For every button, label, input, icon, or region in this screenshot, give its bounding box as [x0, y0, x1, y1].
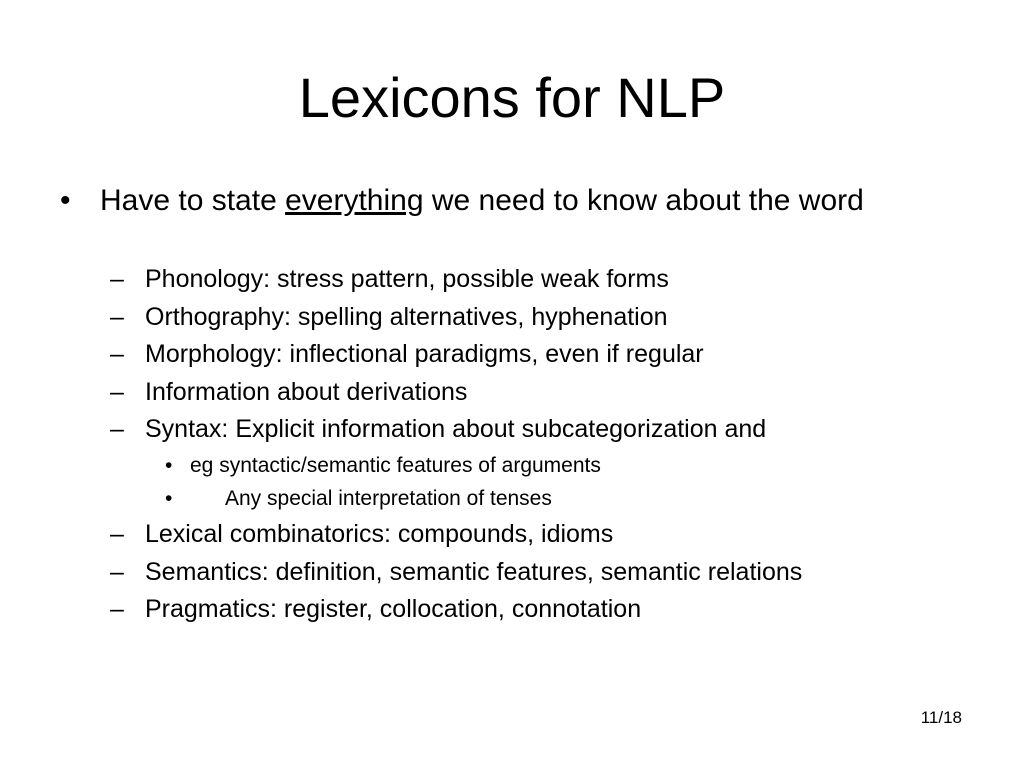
- list-item-text: Information about derivations: [145, 378, 468, 406]
- bullet-marker: •: [60, 184, 71, 217]
- list-item-text: Syntax: Explicit information about subcategorization and: [145, 415, 767, 443]
- dash-marker: –: [110, 520, 124, 548]
- dash-marker: –: [110, 415, 124, 443]
- sub-bullet-marker: •: [165, 487, 173, 510]
- list-item-text: Pragmatics: register, collocation, connotation: [145, 595, 642, 623]
- list-item-text: Semantics: definition, semantic features, semantic relations: [145, 558, 803, 586]
- sub-item-text: Any special interpretation of tenses: [225, 487, 552, 510]
- slide-title: Lexicons for NLP: [298, 66, 726, 129]
- dash-marker: –: [110, 378, 124, 406]
- dash-marker: –: [110, 265, 124, 293]
- dash-marker: –: [110, 595, 124, 623]
- dash-marker: –: [110, 340, 124, 368]
- list-item-text: Morphology: inflectional paradigms, even if regular: [145, 340, 704, 368]
- bullet-emphasis: everything: [285, 184, 424, 217]
- main-bullet-text: [100, 182, 920, 219]
- list-item-text: Orthography: spelling alternatives, hyphenation: [145, 303, 668, 331]
- list-item-text: Phonology: stress pattern, possible weak forms: [145, 265, 669, 293]
- sub-bullet-marker: •: [165, 454, 173, 477]
- sub-item-text: eg syntactic/semantic features of arguments: [190, 454, 601, 477]
- dash-marker: –: [110, 558, 124, 586]
- dash-marker: –: [110, 303, 124, 331]
- page-number: 11/18: [920, 708, 962, 727]
- bullet-prefix: Have to state: [100, 184, 286, 217]
- bullet-suffix: we need to know about the word: [423, 184, 864, 217]
- list-item-text: Lexical combinatorics: compounds, idioms: [145, 520, 614, 548]
